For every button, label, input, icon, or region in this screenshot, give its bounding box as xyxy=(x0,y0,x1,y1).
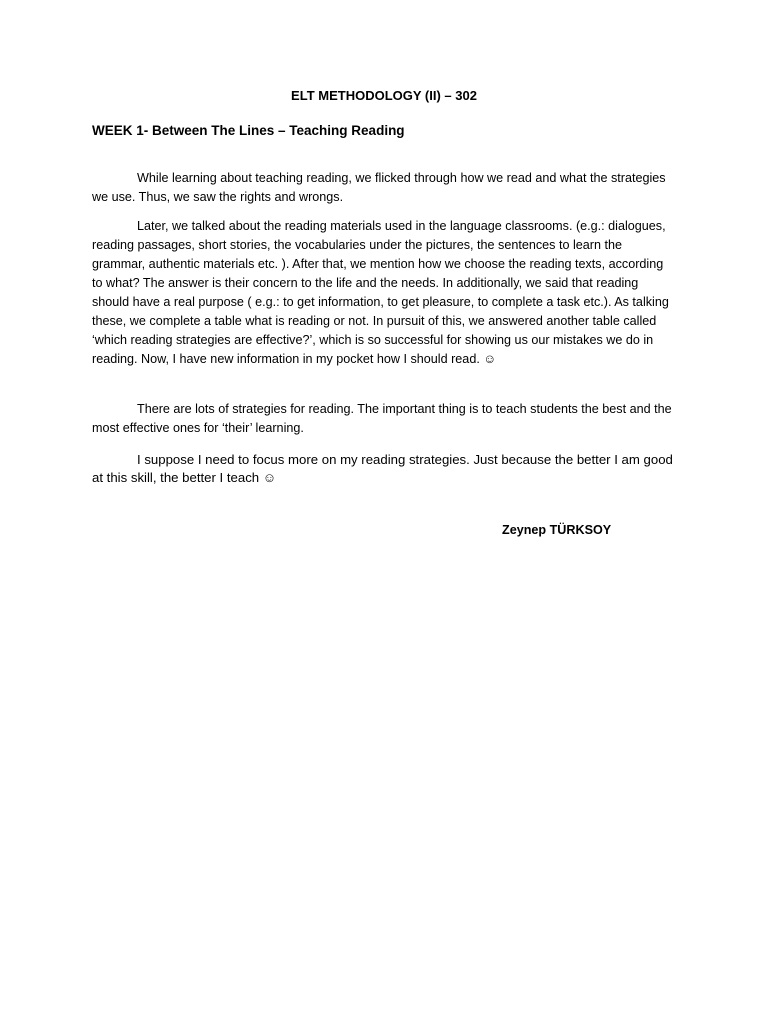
document-title: ELT METHODOLOGY (II) – 302 xyxy=(291,88,477,103)
paragraph-1 xyxy=(92,169,676,207)
paragraph-3 xyxy=(92,400,676,438)
paragraph-2-text: Later, we talked about the reading materials used in the language classrooms. (e.g.: dialogues, reading passages, short stories, the vocabularies under the pictures, the sentences to learn the grammar, authentic materials etc. ). After that, we mention how we choose the reading texts, according to what? The answer is their concern to the life and the needs. In additionally, we said that reading should have a real purpose ( e.g.: to get information, to get pleasure, to complete a task etc.). As talking these, we complete a table what is reading or not. In pursuit of this, we answered another table called ‘which reading strategies are effective?’, which is so successful for showing us our mistakes we do in reading. Now, I have new information in my pocket how I should read. ☺ xyxy=(92,219,669,366)
paragraph-3-text: There are lots of strategies for reading. The important thing is to teach students the best and the most effective ones for ‘their’ learning. xyxy=(92,402,672,435)
week-heading: WEEK 1- Between The Lines – Teaching Reading xyxy=(92,123,405,138)
author-signature: Zeynep TÜRKSOY xyxy=(502,523,612,537)
paragraph-1-text: While learning about teaching reading, we flicked through how we read and what the strategies we use. Thus, we saw the rights and wrongs. xyxy=(92,171,666,204)
paragraph-4-text: I suppose I need to focus more on my reading strategies. Just because the better I am good at this skill, the better I teach ☺ xyxy=(92,452,673,485)
paragraph-4 xyxy=(92,451,676,487)
paragraph-2 xyxy=(92,217,676,369)
